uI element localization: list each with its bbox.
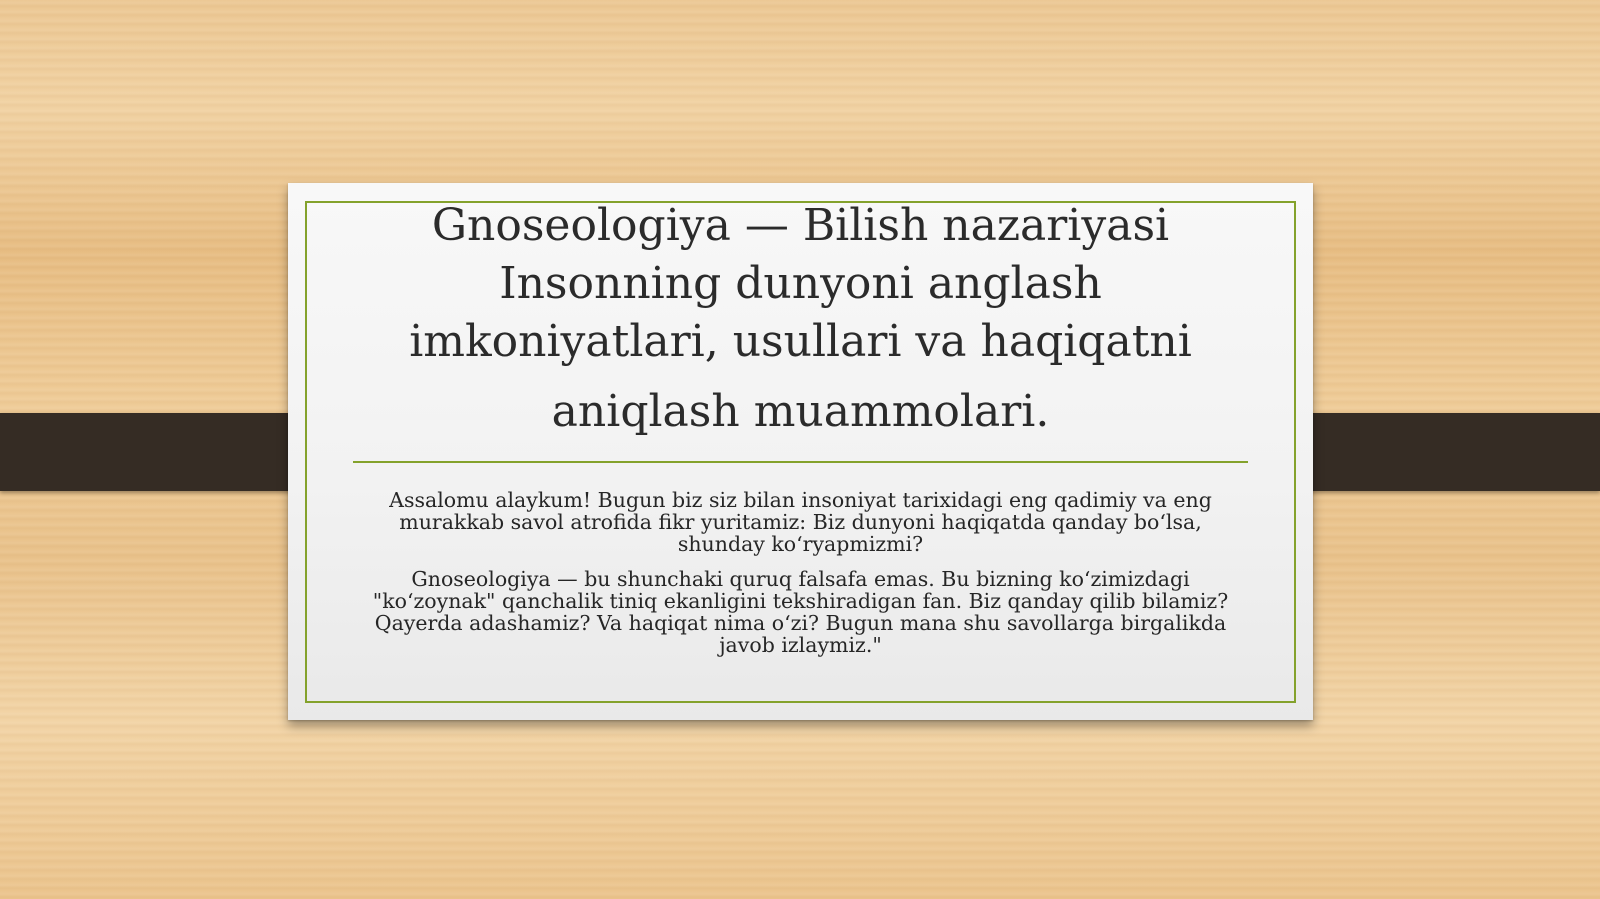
- body-paragraph-2: Gnoseologiya — bu shunchaki quruq falsafa emas. Bu bizning koʻzimizdagi "koʻzoynak" qanchalik tiniq ekanligini tekshiradigan fan. Biz qanday qilib bilamiz? Qayerda adashamiz? Va haqiqat nima oʻzi? Bugun mana shu savollarga birgalikda javob izlaymiz.": [372, 567, 1229, 657]
- slide-title: [348, 197, 1253, 441]
- title-line-1: Gnoseologiya — Bilish nazariyasi: [431, 200, 1170, 251]
- title-divider: [353, 461, 1248, 463]
- slide-body: [358, 489, 1243, 669]
- left-strap: [0, 413, 324, 491]
- title-line-2: Insonning dunyoni anglash: [499, 258, 1102, 309]
- body-paragraph-1: Assalomu alaykum! Bugun biz siz bilan insoniyat tarixidagi eng qadimiy va eng murakkab savol atrofida fikr yuritamiz: Biz dunyoni haqiqatda qanday boʻlsa, shunday koʻryapmizmi?: [389, 488, 1212, 556]
- title-line-4: aniqlash muammolari.: [551, 386, 1050, 437]
- right-strap: [1276, 413, 1600, 491]
- slide-card: [288, 183, 1313, 720]
- title-line-3: imkoniyatlari, usullari va haqiqatni: [409, 316, 1192, 367]
